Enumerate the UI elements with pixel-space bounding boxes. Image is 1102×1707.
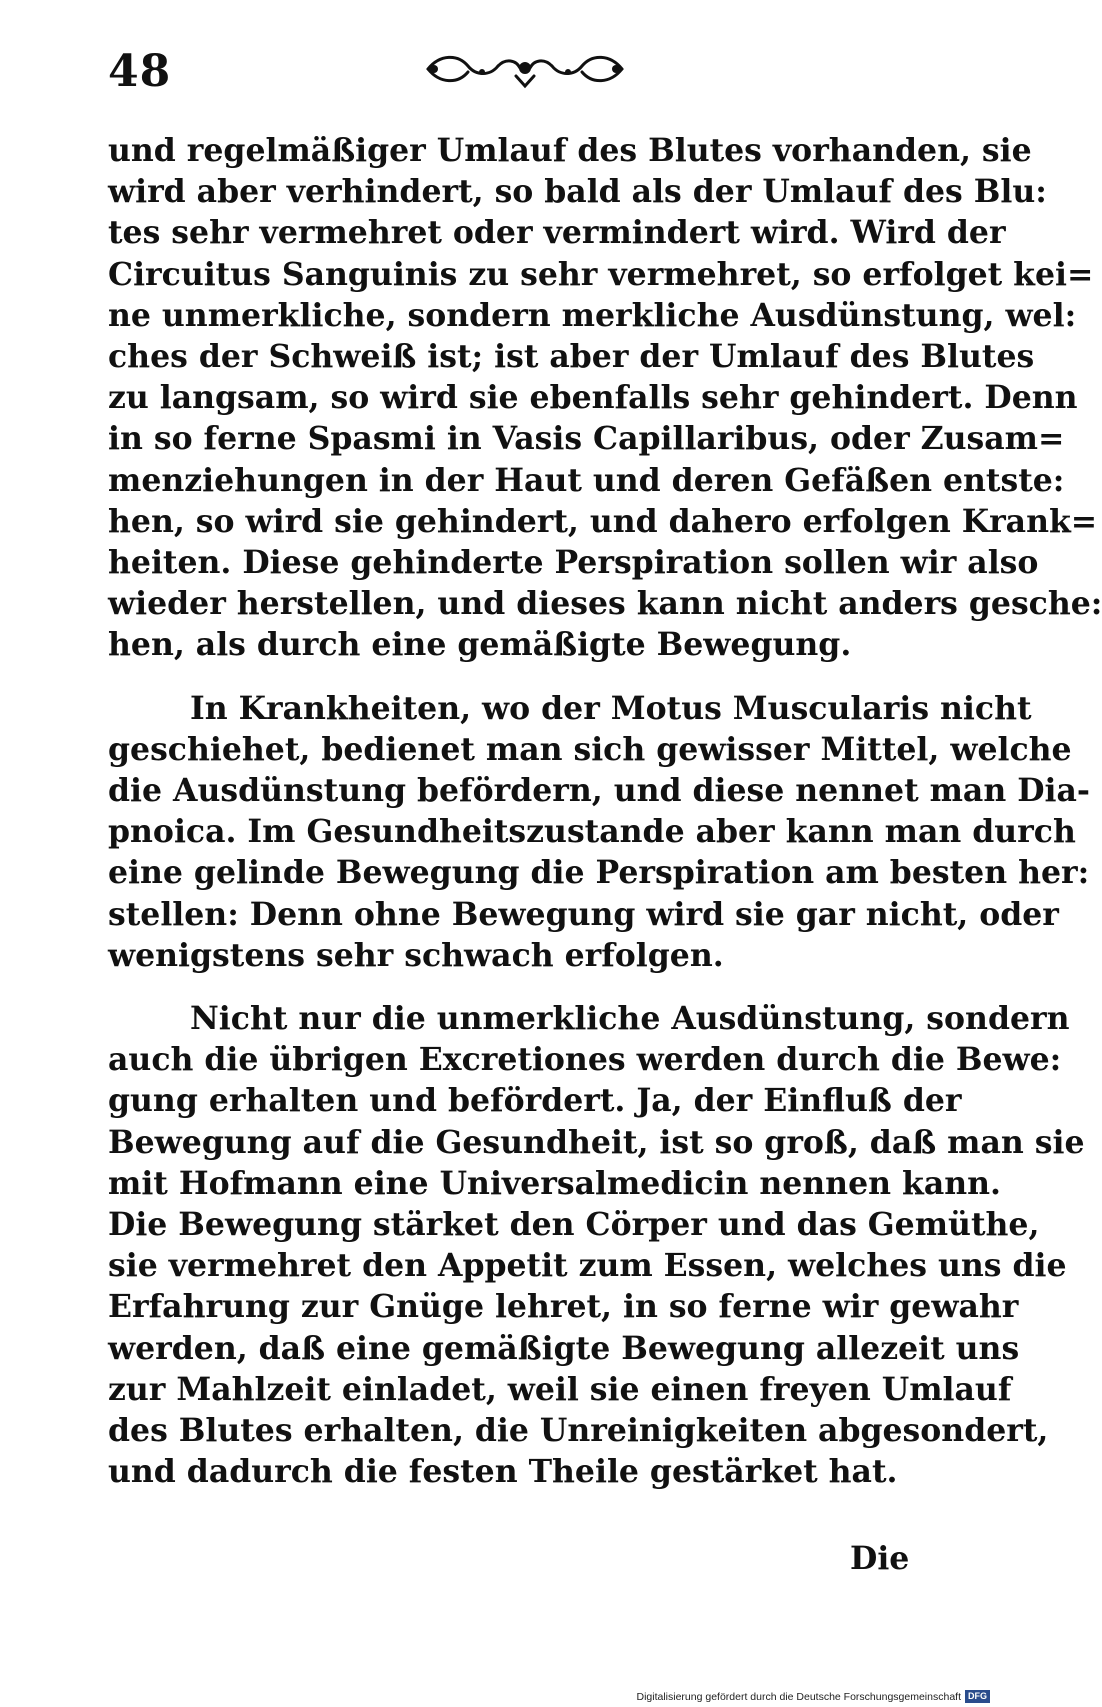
text-line: heiten. Diese gehinderte Perspiration sollen wir also — [108, 544, 1039, 582]
paragraph-1 — [108, 130, 1102, 666]
paragraph-gap — [108, 976, 923, 998]
text-line: wieder herstellen, und dieses kann nicht anders gesche: — [108, 585, 1102, 623]
text-line: eine gelinde Bewegung die Perspiration am besten her: — [108, 854, 1090, 892]
paragraph-3 — [108, 998, 1085, 1492]
text-line: und regelmäßiger Umlauf des Blutes vorhanden, sie — [108, 132, 1032, 169]
digitization-credit — [636, 1690, 990, 1703]
text-line: Bewegung auf die Gesundheit, ist so groß, daß man sie — [108, 1123, 1085, 1161]
text-line: menziehungen in der Haut und deren Gefäßen entste: — [108, 461, 1065, 499]
text-line: pnoica. Im Gesundheitszustande aber kann man durch — [108, 813, 1076, 851]
text-line: Erfahrung zur Gnüge lehret, in so ferne wir gewahr — [108, 1288, 1019, 1326]
page-number: 48 — [108, 46, 172, 97]
text-line: tes sehr vermehret oder vermindert wird. Wird der — [108, 214, 1006, 252]
text-line: gung erhalten und befördert. Ja, der Einfluß der — [108, 1082, 962, 1120]
text-line: mit Hofmann eine Universalmedicin nennen kann. — [108, 1164, 1001, 1202]
text-line: werden, daß eine gemäßigte Bewegung allezeit uns — [108, 1329, 1020, 1367]
credit-text: Digitalisierung gefördert durch die Deutsche Forschungsgemeinschaft — [636, 1690, 961, 1703]
text-line: ches der Schweiß ist; ist aber der Umlauf des Blutes — [108, 338, 1035, 376]
text-line: Die Bewegung stärket den Cörper und das Gemüthe, — [108, 1206, 1040, 1244]
text-line: wenigstens sehr schwach erfolgen. — [108, 936, 724, 974]
printers-ornament-icon — [420, 48, 630, 90]
catchword: Die — [850, 1540, 910, 1577]
dfg-logo: DFG — [965, 1690, 990, 1703]
text-line: und dadurch die festen Theile gestärket hat. — [108, 1453, 898, 1491]
text-line: ne unmerkliche, sondern merkliche Ausdünstung, wel: — [108, 296, 1077, 334]
text-line: geschiehet, bedienet man sich gewisser Mittel, welche — [108, 730, 1072, 768]
text-line: In Krankheiten, wo der Motus Muscularis nicht — [190, 689, 1032, 727]
text-line: Nicht nur die unmerkliche Ausdünstung, sondern — [190, 1000, 1070, 1038]
text-line: stellen: Denn ohne Bewegung wird sie gar nicht, oder — [108, 895, 1059, 933]
paragraph-gap — [108, 666, 923, 688]
text-line: des Blutes erhalten, die Unreinigkeiten abgesondert, — [108, 1412, 1049, 1450]
text-line: sie vermehret den Appetit zum Essen, welches uns die — [108, 1247, 1067, 1285]
text-line: zu langsam, so wird sie ebenfalls sehr gehindert. Denn — [108, 379, 1078, 417]
text-line: auch die übrigen Excretiones werden durch die Bewe: — [108, 1041, 1062, 1079]
text-line: hen, so wird sie gehindert, und dahero erfolgen Krank= — [108, 502, 1098, 540]
text-line: wird aber verhindert, so bald als der Umlauf des Blu: — [108, 173, 1047, 211]
text-line: in so ferne Spasmi in Vasis Capillaribus, oder Zusam= — [108, 420, 1065, 458]
body-text — [108, 130, 1102, 1493]
text-line: hen, als durch eine gemäßigte Bewegung. — [108, 626, 852, 664]
paragraph-2 — [108, 688, 1090, 976]
text-line: Circuitus Sanguinis zu sehr vermehret, so erfolget kei= — [108, 255, 1094, 293]
text-line: die Ausdünstung befördern, und diese nennet man Dia- — [108, 772, 1090, 810]
text-line: zur Mahlzeit einladet, weil sie einen freyen Umlauf — [108, 1370, 1012, 1408]
